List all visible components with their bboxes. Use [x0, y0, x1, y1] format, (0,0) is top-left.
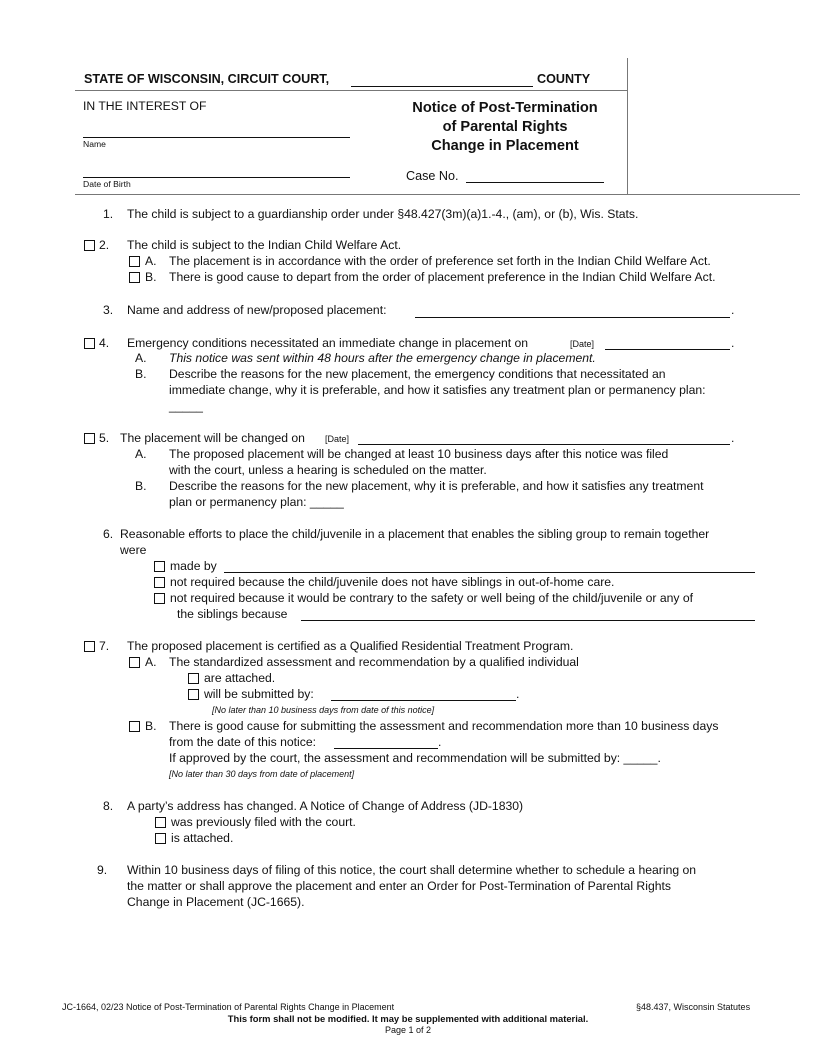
- case-number-label: Case No.: [406, 169, 459, 183]
- item-7a-attached-text: are attached.: [204, 671, 276, 685]
- item-5a-line-1: The proposed placement will be changed at least 10 business days after this notice was filed: [169, 447, 669, 461]
- item-5b-line-1: Describe the reasons for the new placement, why it is preferable, and how it satisfies any treatment: [169, 479, 704, 493]
- item-4-text: Emergency conditions necessitated an immediate change in placement on: [127, 336, 529, 350]
- case-number-field[interactable]: [466, 182, 604, 183]
- item-7b-note: [No later than 30 days from date of placement]: [169, 769, 355, 779]
- item-7b-line-1: There is good cause for submitting the assessment and recommendation more than 10 business days: [169, 719, 719, 733]
- item-7a-checkbox[interactable]: [129, 657, 140, 668]
- county-name-field[interactable]: [351, 86, 533, 87]
- item-8-previously-filed-text: was previously filed with the court.: [171, 815, 356, 829]
- item-4b-line-1: Describe the reasons for the new placement, the emergency conditions that necessitated an: [169, 367, 666, 381]
- item-8-text: A party’s address has changed. A Notice of Change of Address (JD-1830): [127, 799, 524, 813]
- item-5a-line-2: with the court, unless a hearing is scheduled on the matter.: [169, 463, 487, 477]
- child-name-field[interactable]: [83, 137, 350, 138]
- item-2-text: The child is subject to the Indian Child Welfare Act.: [127, 238, 402, 252]
- item-7b-checkbox[interactable]: [129, 721, 140, 732]
- item-6-line-1: Reasonable efforts to place the child/juvenile in a placement that enables the sibling group to remain together: [120, 527, 710, 541]
- item-1-number: 1.: [103, 207, 114, 221]
- item-6-line-2: were: [120, 543, 147, 557]
- item-4a-text: This notice was sent within 48 hours after the emergency change in placement.: [169, 351, 596, 365]
- item-8-previously-filed-checkbox[interactable]: [155, 817, 166, 828]
- item-7a-text: The standardized assessment and recommendation by a qualified individual: [169, 655, 579, 669]
- date-of-birth-label: Date of Birth: [83, 179, 131, 189]
- item-7-text: The proposed placement is certified as a Qualified Residential Treatment Program.: [127, 639, 574, 653]
- item-4-number: 4.: [99, 336, 110, 350]
- item-7a-submitted-text: will be submitted by:: [204, 687, 314, 701]
- item-6-contrary-line-1: not required because it would be contrary to the safety or well being of the child/juvenile or any of: [170, 591, 694, 605]
- item-5-date-label: [Date]: [325, 434, 350, 444]
- item-5b-line-2: plan or permanency plan: _____: [169, 495, 344, 509]
- item-4b-label: B.: [135, 367, 147, 381]
- item-5a-label: A.: [135, 447, 147, 461]
- item-4-date-label: [Date]: [570, 339, 595, 349]
- header-bottom-rule: [75, 194, 800, 195]
- item-4-checkbox[interactable]: [84, 338, 95, 349]
- item-4-period: .: [731, 336, 735, 350]
- item-7b-period: .: [438, 735, 442, 749]
- item-2a-checkbox[interactable]: [129, 256, 140, 267]
- form-title-line-2: of Parental Rights: [442, 119, 568, 135]
- state-court-label: STATE OF WISCONSIN, CIRCUIT COURT,: [84, 72, 330, 86]
- item-6-made-by-label: made by: [170, 559, 217, 573]
- item-7b-label: B.: [145, 719, 157, 733]
- item-7-checkbox[interactable]: [84, 641, 95, 652]
- item-5-period: .: [731, 431, 735, 445]
- item-5-number: 5.: [99, 431, 110, 445]
- item-6-number: 6.: [103, 527, 114, 541]
- new-placement-field[interactable]: [415, 317, 730, 318]
- item-9-number: 9.: [97, 863, 108, 877]
- date-of-birth-field[interactable]: [83, 177, 350, 178]
- item-4b-line-2: immediate change, why it is preferable, and how it satisfies any treatment plan or permanency plan:: [169, 383, 706, 397]
- siblings-because-field[interactable]: [301, 620, 755, 621]
- item-2b-label: B.: [145, 270, 157, 284]
- item-7b-line-3: If approved by the court, the assessment and recommendation will be submitted by: _____.: [169, 751, 661, 765]
- item-7a-period: .: [516, 687, 520, 701]
- item-2a-text: The placement is in accordance with the order of preference set forth in the Indian Child Welfare Act.: [169, 254, 711, 268]
- item-7a-note: [No later than 10 business days from date of this notice]: [212, 705, 435, 715]
- item-3-number: 3.: [103, 303, 114, 317]
- item-6-no-siblings-checkbox[interactable]: [154, 577, 165, 588]
- county-label: COUNTY: [537, 72, 591, 86]
- item-6-contrary-line-2: the siblings because: [177, 607, 288, 621]
- item-1-text: The child is subject to a guardianship order under §48.427(3m)(a)1.-4., (am), or (b), Wis. Stats.: [127, 207, 639, 221]
- item-8-number: 8.: [103, 799, 114, 813]
- item-3-period: .: [731, 303, 735, 317]
- item-8-attached-text: is attached.: [171, 831, 234, 845]
- item-9-line-2: the matter or shall approve the placement and enter an Order for Post-Termination of Parental Rights: [127, 879, 671, 893]
- item-5-text: The placement will be changed on: [120, 431, 305, 445]
- item-8-attached-checkbox[interactable]: [155, 833, 166, 844]
- item-7a-attached-checkbox[interactable]: [188, 673, 199, 684]
- item-2b-text: There is good cause to depart from the order of placement preference in the Indian Child Welfare Act.: [169, 270, 716, 284]
- item-2a-label: A.: [145, 254, 157, 268]
- item-5b-label: B.: [135, 479, 147, 493]
- item-9-line-3: Change in Placement (JC-1665).: [127, 895, 305, 909]
- footer-form-id: JC-1664, 02/23 Notice of Post-Termination of Parental Rights Change in Placement: [62, 1002, 395, 1012]
- footer-statute: §48.437, Wisconsin Statutes: [636, 1002, 751, 1012]
- emergency-date-field[interactable]: [605, 349, 730, 350]
- header-top-rule: [75, 90, 627, 91]
- assessment-submit-date-field[interactable]: [331, 700, 516, 701]
- item-3-text: Name and address of new/proposed placement:: [127, 303, 387, 317]
- item-6-made-by-checkbox[interactable]: [154, 561, 165, 572]
- interest-of-label: IN THE INTEREST OF: [83, 99, 207, 113]
- made-by-field[interactable]: [224, 572, 755, 573]
- good-cause-date-field[interactable]: [334, 748, 438, 749]
- item-7a-submitted-checkbox[interactable]: [188, 689, 199, 700]
- item-7b-line-2: from the date of this notice:: [169, 735, 317, 749]
- footer-page-number: Page 1 of 2: [384, 1025, 432, 1035]
- item-7a-label: A.: [145, 655, 157, 669]
- form-title-line-3: Change in Placement: [431, 138, 579, 154]
- footer-notice: This form shall not be modified. It may be supplemented with additional material.: [227, 1013, 589, 1024]
- item-2-checkbox[interactable]: [84, 240, 95, 251]
- form-title-line-1: Notice of Post-Termination: [412, 100, 598, 116]
- item-6-no-siblings-text: not required because the child/juvenile does not have siblings in out-of-home care.: [170, 575, 615, 589]
- placement-change-date-field[interactable]: [358, 444, 730, 445]
- item-2b-checkbox[interactable]: [129, 272, 140, 283]
- name-label: Name: [83, 139, 106, 149]
- item-6-contrary-checkbox[interactable]: [154, 593, 165, 604]
- item-7-number: 7.: [99, 639, 110, 653]
- item-4b-reason-field[interactable]: _____: [169, 399, 203, 413]
- item-2-number: 2.: [99, 238, 110, 252]
- item-4a-label: A.: [135, 351, 147, 365]
- item-9-line-1: Within 10 business days of filing of this notice, the court shall determine whether to schedule a hearing on: [127, 863, 697, 877]
- item-5-checkbox[interactable]: [84, 433, 95, 444]
